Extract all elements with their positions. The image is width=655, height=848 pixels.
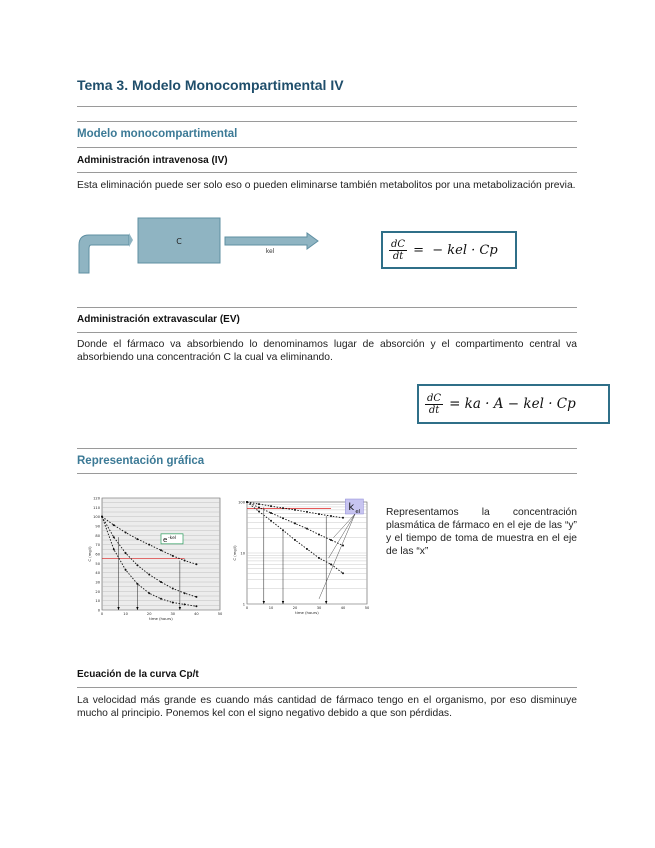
chart1-point-fast (172, 602, 174, 604)
chart2-point-fast (294, 539, 296, 541)
chart1-point-fast (101, 516, 103, 518)
chart1-point-slow (160, 549, 162, 551)
chart2-ytick-label: 1 (242, 602, 245, 607)
divider (77, 106, 577, 107)
chart2-point-slow (342, 517, 344, 519)
chart2-xtick-label: 20 (292, 606, 298, 610)
divider (77, 147, 577, 148)
divider (77, 473, 577, 474)
divider (77, 172, 577, 173)
chart2-annotation-sub: el (355, 509, 361, 515)
chart1-ytick-label: 60 (95, 552, 100, 557)
chart2-point-fast (342, 572, 344, 574)
chart1-point-slow (136, 538, 138, 540)
chart2-point-medium (258, 507, 260, 509)
chart1-annotation-exponent: -kel (168, 535, 177, 541)
chart1-xtick-label: 10 (123, 612, 128, 616)
chart1-point-fast (125, 569, 127, 571)
chart1-ytick-label: 20 (95, 589, 100, 594)
chart-linear (80, 493, 225, 625)
page-title: Tema 3. Modelo Monocompartimental IV (77, 77, 344, 93)
chart2-point-slow (306, 511, 308, 513)
chart1-xtick-label: 30 (170, 612, 176, 616)
chart2-point-medium (270, 512, 272, 514)
chart2-point-medium (342, 545, 344, 547)
iv-compartment-diagram (75, 213, 325, 275)
chart1-point-medium (195, 596, 197, 598)
chart1-point-slow (195, 563, 197, 565)
chart1-ytick-label: 40 (95, 571, 100, 576)
graph-description: Representamos la concentración plasmática de fármaco en el eje de las “y” y el tiempo de toma de muestra en el eje de las “x” (386, 507, 577, 557)
compartment-label: C (176, 237, 182, 246)
infusion-pipe-icon (79, 235, 129, 273)
chart2-point-fast (330, 563, 332, 565)
chart1-point-medium (148, 574, 150, 576)
chart1-point-medium (136, 564, 138, 566)
chart1-ytick-label: 100 (93, 515, 100, 520)
chart2-annotation-base: k (348, 502, 355, 513)
chart1-ytick-label: 90 (95, 524, 100, 529)
chart-log (232, 493, 372, 623)
ev-equation: $\frac{dC}{dt}$ = ka · A − kel · Cp (417, 384, 610, 424)
divider (77, 121, 577, 122)
divider (77, 332, 577, 333)
divider (77, 307, 577, 308)
chart1-point-medium (172, 588, 174, 590)
chart2-xtick-label: 0 (245, 606, 249, 610)
chart2-point-slow (270, 505, 272, 507)
chart2-point-fast (258, 511, 260, 513)
chart2-xtick-label: 10 (268, 606, 274, 610)
elimination-arrow-icon (225, 233, 318, 249)
elimination-arrow-label: kel (265, 248, 275, 255)
curve-equation-paragraph: La velocidad más grande es cuando más cantidad de fármaco tengo en el organismo, por eso disminuye mucho al principio. Ponemos kel con el signo negativo debido a que son pérdidas. (77, 695, 577, 719)
chart2-point-medium (318, 534, 320, 536)
chart2-xlabel: time (hours) (295, 610, 319, 615)
iv-equation: $\frac{dC}{dt}$ = − kel · Cp (381, 231, 517, 269)
chart1-point-slow (172, 555, 174, 557)
chart2-xtick-label: 50 (364, 606, 370, 610)
divider (77, 448, 577, 449)
chart1-point-fast (184, 603, 186, 605)
chart2-point-medium (306, 528, 308, 530)
iv-paragraph: Esta eliminación puede ser solo eso o pueden eliminarse también metabolitos por una metabolización previa. (77, 180, 576, 191)
chart1-point-medium (184, 592, 186, 594)
chart1-annotation-base: e (163, 535, 168, 544)
chart2-ylabel: C (mg/l) (232, 545, 237, 561)
chart1-point-medium (160, 581, 162, 583)
chart1-ytick-label: 0 (97, 608, 100, 613)
chart1-xtick-label: 0 (100, 612, 104, 616)
ev-paragraph: Donde el fármaco va absorbiendo lo denominamos lugar de absorción y el compartimento central va absorbiendo una concentración C la cual va eliminando. (77, 339, 577, 363)
chart2-point-fast (318, 557, 320, 559)
ev-heading: Administración extravascular (EV) (77, 314, 240, 325)
chart1-ytick-label: 110 (93, 505, 100, 510)
chart2-point-slow (258, 503, 260, 505)
chart1-ytick-label: 50 (95, 561, 100, 566)
chart1-point-slow (184, 560, 186, 562)
chart2-point-slow (294, 509, 296, 511)
chart2-point-medium (294, 522, 296, 524)
iv-heading: Administración intravenosa (IV) (77, 155, 228, 166)
pipe-arrow-icon (129, 233, 133, 247)
chart1-point-slow (113, 524, 115, 526)
chart1-ytick-label: 10 (95, 599, 100, 604)
chart2-point-slow (318, 513, 320, 515)
section-heading-model: Modelo monocompartimental (77, 128, 238, 140)
chart1-ytick-label: 120 (93, 496, 100, 501)
curve-equation-heading: Ecuación de la curva Cp/t (77, 669, 199, 680)
chart2-point-fast (246, 501, 248, 503)
chart2-point-medium (282, 517, 284, 519)
chart2-ytick-label: 10 (240, 551, 245, 556)
chart2-xtick-label: 30 (316, 606, 322, 610)
chart1-xlabel: time (hours) (149, 616, 173, 621)
chart1-point-slow (148, 544, 150, 546)
chart1-point-fast (195, 605, 197, 607)
chart1-xtick-label: 40 (194, 612, 199, 616)
chart1-point-fast (160, 598, 162, 600)
divider (77, 687, 577, 688)
chart2-point-slow (282, 507, 284, 509)
chart2-point-fast (270, 520, 272, 522)
chart1-point-medium (113, 536, 115, 538)
chart1-xtick-label: 20 (146, 612, 152, 616)
chart2-ytick-label: 100 (238, 500, 245, 505)
chart1-ytick-label: 30 (95, 580, 100, 585)
chart1-ytick-label: 70 (95, 543, 100, 548)
chart2-xtick-label: 40 (340, 606, 346, 610)
chart1-point-medium (125, 552, 127, 554)
chart2-point-slow (330, 515, 332, 517)
chart1-ytick-label: 80 (95, 533, 100, 538)
chart1-point-fast (113, 548, 115, 550)
chart2-point-medium (330, 539, 332, 541)
chart1-xtick-label: 50 (217, 612, 223, 616)
chart1-point-fast (148, 592, 150, 594)
chart1-point-slow (125, 532, 127, 534)
chart2-point-fast (306, 548, 308, 550)
section-heading-graphic: Representación gráfica (77, 455, 205, 467)
chart1-ylabel: C (mg/l) (87, 546, 92, 562)
